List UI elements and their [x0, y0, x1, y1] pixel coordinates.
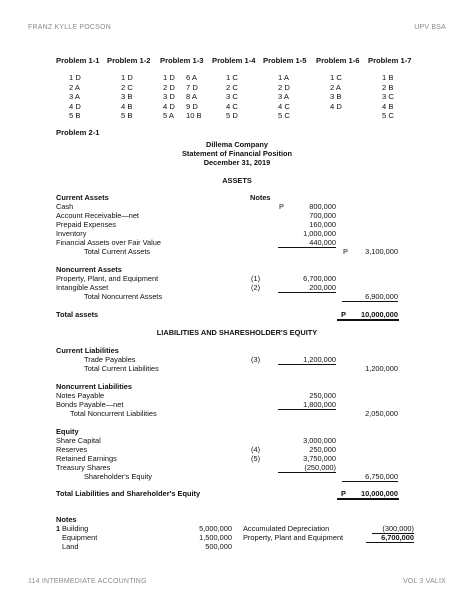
assets-heading: ASSETS: [222, 176, 252, 185]
problem-title: Problem 1-6: [316, 56, 360, 65]
line-item-label: Intangible Asset: [56, 283, 109, 292]
note-ref: (5): [251, 454, 261, 463]
line-item-amount: 1,800,000: [278, 400, 336, 410]
page-footer-right: VOL 3 VALIX: [402, 578, 446, 585]
note-item-label: Property, Plant and Equipment: [243, 533, 344, 542]
answer: 2 B: [382, 82, 394, 92]
answer-column: [163, 73, 175, 121]
line-item-amount: 1,000,000: [303, 229, 336, 238]
answer: 4 B: [382, 101, 394, 111]
answer: 5 D: [226, 111, 238, 121]
line-item-label: Prepaid Expenses: [56, 220, 116, 229]
answer: 3 B: [121, 92, 133, 102]
line-item-amount: 440,000: [278, 238, 336, 248]
section-label: Current Assets: [56, 193, 109, 202]
answer: 7 D: [186, 82, 198, 92]
answer: 5 B: [121, 111, 133, 121]
statement-date: December 31, 2019: [203, 158, 271, 167]
line-item-amount: 250,000: [309, 445, 336, 454]
line-item-label: Retained Earnings: [56, 454, 117, 463]
line-item-label: Financial Assets over Fair Value: [56, 238, 162, 247]
subtotal-amount: 2,050,000: [365, 409, 398, 418]
line-item-label: Treasury Shares: [56, 463, 111, 472]
notes-heading: Notes: [56, 515, 77, 524]
total-label: Total Liabilities and Shareholder's Equity: [56, 489, 201, 498]
line-item-amount: 3,750,000: [303, 454, 336, 463]
note-ref: (3): [251, 355, 261, 364]
answer: 2 D: [163, 82, 175, 92]
section-label: Current Liabilities: [56, 346, 119, 355]
page-footer-left: 114 INTERMEDIATE ACCOUNTING: [28, 578, 147, 585]
problem-title: Problem 1-7: [368, 56, 412, 65]
note-item-label: Land: [62, 542, 79, 551]
answer: 2 C: [226, 82, 238, 92]
answer-column: [226, 73, 238, 121]
problem-title: Problem 1-4: [212, 56, 256, 65]
note-item-amount: (300,000): [372, 524, 414, 534]
section-label: Noncurrent Assets: [56, 265, 122, 274]
line-item-label: Property, Plant, and Equipment: [56, 274, 159, 283]
line-item-label: Cash: [56, 202, 74, 211]
answer-column: [186, 73, 202, 121]
answer: 4 D: [163, 101, 175, 111]
answer: 5 C: [382, 111, 394, 121]
line-item-amount: 1,200,000: [278, 355, 336, 365]
answer: 3 C: [226, 92, 238, 102]
statement-title: Statement of Financial Position: [181, 149, 293, 158]
note-item-label: Accumulated Depreciation: [243, 524, 330, 533]
answer: 4 D: [330, 101, 342, 111]
peso-sign: P: [341, 310, 346, 319]
subtotal-label: Shareholder's Equity: [84, 472, 152, 481]
line-item-amount: 800,000: [309, 202, 336, 211]
note-item-amount: 5,000,000: [199, 524, 232, 533]
company-name: Dillema Company: [205, 140, 269, 149]
notes-column-label: Notes: [250, 193, 271, 202]
answer: 2 D: [278, 82, 290, 92]
answer: 1 D: [163, 73, 175, 82]
note-item-label: Equipment: [62, 533, 98, 542]
line-item-amount: 700,000: [309, 211, 336, 220]
answer: 1 D: [121, 73, 133, 82]
line-item-amount: 160,000: [309, 220, 336, 229]
answer-column: [382, 73, 394, 121]
subtotal-label: Total Noncurrent Assets: [84, 292, 163, 301]
section-label: Noncurrent Liabilities: [56, 382, 132, 391]
answer: 3 C: [382, 92, 394, 102]
problem-title: Problem 2-1: [56, 128, 100, 137]
answer: 3 A: [69, 92, 80, 102]
problem-title: Problem 1-2: [107, 56, 151, 65]
line-item-label: Inventory: [56, 229, 87, 238]
line-item-label: Reserves: [56, 445, 88, 454]
answer: 1 B: [382, 73, 394, 82]
page-header-right: UPV BSA: [414, 24, 446, 31]
answer: 1 C: [330, 73, 342, 82]
subtotal-amount: 6,750,000: [342, 472, 398, 482]
answer: 2 A: [69, 82, 80, 92]
answer: 1 C: [226, 73, 238, 82]
problem-title: Problem 1-1: [56, 56, 100, 65]
line-item-amount: 3,000,000: [303, 436, 336, 445]
answer: 4 C: [226, 101, 238, 111]
total-amount: 10,000,000: [361, 310, 398, 319]
subtotal-amount: 1,200,000: [365, 364, 398, 373]
answer: 3 D: [163, 92, 175, 102]
total-amount: 10,000,000: [361, 489, 398, 498]
answer: 9 D: [186, 101, 198, 111]
answer: 6 A: [186, 73, 197, 82]
note-ref: (4): [251, 445, 261, 454]
problem-title: Problem 1-5: [263, 56, 307, 65]
answer: 1 A: [278, 73, 289, 82]
line-item-amount: 6,700,000: [303, 274, 336, 283]
line-item-label: Share Capital: [56, 436, 101, 445]
note-item-amount: 6,700,000: [366, 533, 414, 543]
answer: 10 B: [186, 111, 202, 121]
answer: 1 D: [69, 73, 81, 82]
answer-column: [69, 73, 81, 121]
line-item-label: Trade Payables: [84, 355, 136, 364]
page-header-left: FRANZ KYLLE POCSON: [28, 24, 111, 31]
note-item-label: Building: [62, 524, 89, 533]
line-item-amount: 200,000: [278, 283, 336, 293]
note-ref: (1): [251, 274, 261, 283]
subtotal-label: Total Current Liabilities: [84, 364, 159, 373]
note-ref: (2): [251, 283, 261, 292]
subtotal-amount: 6,900,000: [342, 292, 398, 302]
answer: 5 A: [163, 111, 174, 121]
line-item-amount: 250,000: [309, 391, 336, 400]
peso-sign: P: [341, 489, 346, 498]
total-label: Total assets: [56, 310, 99, 319]
answer: 4 C: [278, 101, 290, 111]
line-item-label: Notes Payable: [56, 391, 105, 400]
section-label: Equity: [56, 427, 79, 436]
line-item-amount: (250,000): [278, 463, 336, 473]
answer: 8 A: [186, 92, 197, 102]
problem-title: Problem 1-3: [160, 56, 204, 65]
answer-column: [278, 73, 290, 121]
answer: 2 A: [330, 82, 341, 92]
answer: 5 B: [69, 111, 81, 121]
line-item-label: Bonds Payable—net: [56, 400, 124, 409]
line-item-label: Account Receivable—net: [56, 211, 139, 220]
answer: 5 C: [278, 111, 290, 121]
note-item-amount: 1,500,000: [199, 533, 232, 542]
answer: 2 C: [121, 82, 133, 92]
peso-sign: P: [279, 202, 284, 211]
note-item-amount: 500,000: [205, 542, 232, 551]
note-number: 1: [56, 524, 61, 533]
answer: 3 A: [278, 92, 289, 102]
answer: 4 B: [121, 101, 133, 111]
answer: 3 B: [330, 92, 342, 102]
liabilities-heading: LIABILITIES AND SHARESHOLDER'S EQUITY: [156, 328, 318, 337]
answer-column: [121, 73, 133, 121]
answer-column: [330, 73, 342, 111]
subtotal-amount: 3,100,000: [365, 247, 398, 256]
subtotal-label: Total Current Assets: [84, 247, 151, 256]
subtotal-label: Total Noncurrent Liabilities: [70, 409, 157, 418]
answer: 4 D: [69, 101, 81, 111]
peso-sign: P: [343, 247, 348, 256]
